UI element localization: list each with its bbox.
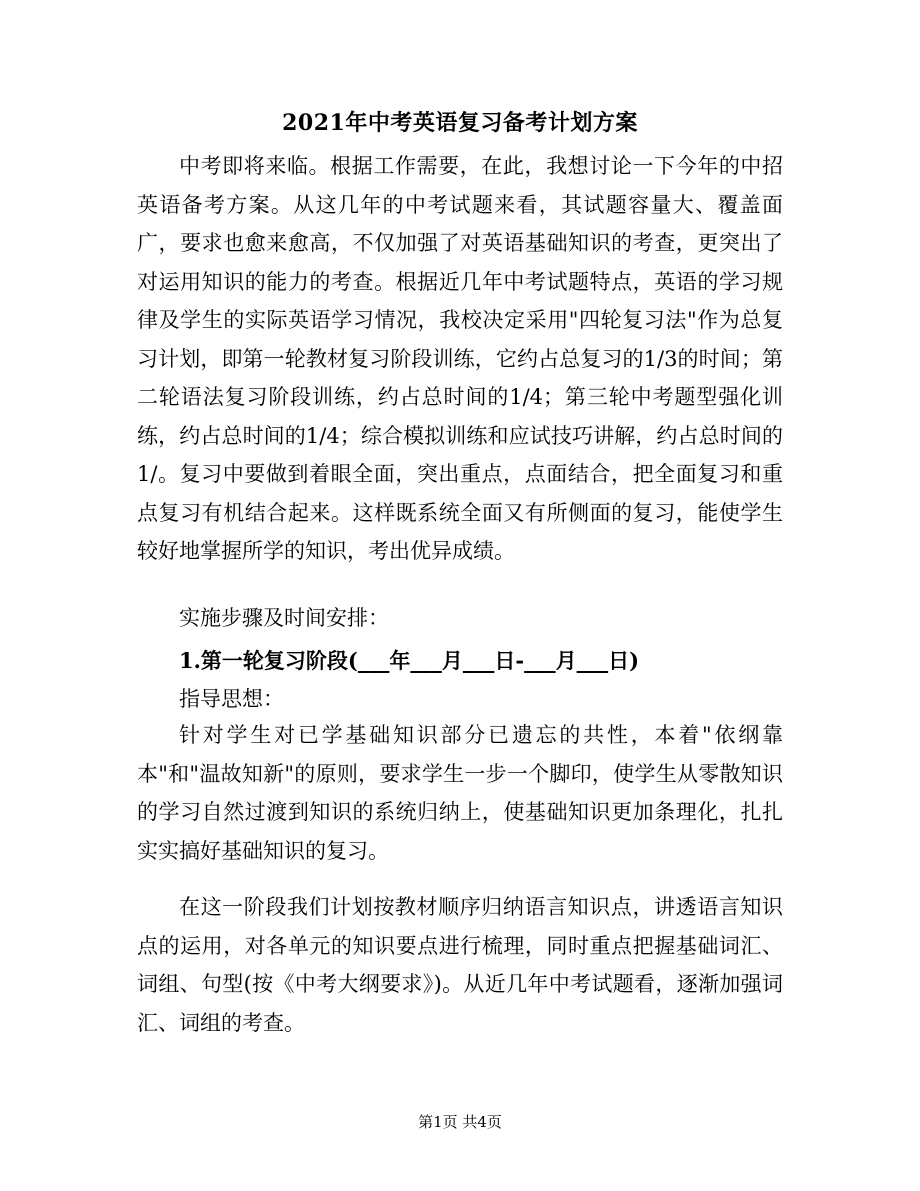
steps-heading: 实施步骤及时间安排：	[179, 606, 389, 630]
page-footer: 第1页 共4页	[418, 1113, 502, 1131]
stage1-heading: 1.第一轮复习阶段(___年___月___日-___月___日)	[179, 648, 640, 673]
intro-paragraph: 中考即将来临。根据工作需要，在此，我想讨论一下今年的中招英语备考方案。从这几年的中考试题来看，其试题容量大、覆盖面广，要求也愈来愈高，不仅加强了对英语基础知识的考查，更突出了对运用知识的能力的考查。根据近几年中考试题特点，英语的学习规律及学生的实际英语学习情况，我校决定采用"四轮复习法"作为总复习计划，即第一轮教材复习阶段训练，它约占总复习的1/3的时间；第二轮语法复习阶段训练，约占总时间的1/4；第三轮中考题型强化训练，约占总时间的1/4；综合模拟训练和应试技巧讲解，约占总时间的1/。复习中要做到着眼全面，突出重点，点面结合，把全面复习和重点复习有机结合起来。这样既系统全面又有所侧面的复习，能使学生较好地掌握所学的知识，考出优异成绩。	[137, 154, 783, 563]
document-title: 2021年中考英语复习备考计划方案	[282, 110, 638, 136]
guiding-paragraph: 针对学生对已学基础知识部分已遗忘的共性，本着"依纲靠本"和"温故知新"的原则，要求学生一步一个脚印，使学生从零散知识的学习自然过渡到知识的系统归纳上，使基础知识更加条理化，扎扎实实搞好基础知识的复习。	[137, 723, 783, 863]
stage-plan-paragraph: 在这一阶段我们计划按教材顺序归纳语言知识点，讲透语言知识点的运用，对各单元的知识要点进行梳理，同时重点把握基础词汇、词组、句型(按《中考大纲要求》)。从近几年中考试题看，逐渐加强词汇、词组的考查。	[137, 895, 783, 1035]
guiding-label: 指导思想：	[179, 687, 284, 711]
